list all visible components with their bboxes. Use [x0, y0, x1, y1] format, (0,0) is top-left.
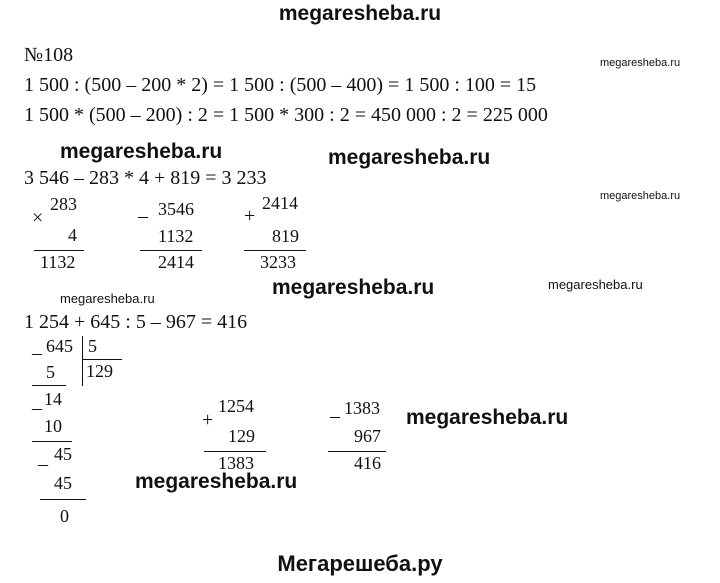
division-step: 45 — [54, 473, 72, 493]
result-bar — [328, 451, 386, 452]
plus-sign: + — [202, 409, 214, 431]
plus-sign: + — [244, 205, 256, 227]
division-step: 10 — [44, 416, 62, 436]
result-bar — [204, 451, 266, 452]
result: 416 — [354, 453, 381, 473]
operand-a: 283 — [50, 194, 77, 214]
operand-b: 967 — [354, 426, 381, 446]
operand-a: 2414 — [262, 193, 298, 213]
operand-b: 4 — [68, 225, 77, 245]
equation-line-1: 1 500 : (500 – 200 * 2) = 1 500 : (500 – 400) = 1 500 : 100 = 15 — [24, 74, 537, 96]
watermark: megaresheba.ru — [406, 406, 569, 429]
step-bar — [32, 385, 66, 386]
watermark: megaresheba.ru — [60, 291, 155, 306]
problem-number: №108 — [24, 44, 74, 66]
watermark: megaresheba.ru — [272, 276, 435, 299]
watermark: megaresheba.ru — [60, 140, 223, 163]
equation-line-2: 1 500 * (500 – 200) : 2 = 1 500 * 300 : 2 = 450 000 : 2 = 225 000 — [24, 104, 548, 126]
dividend: 645 — [46, 336, 73, 356]
equation-line-3: 3 546 – 283 * 4 + 819 = 3 233 — [24, 167, 267, 189]
watermark: megaresheba.ru — [328, 146, 491, 169]
division-step: 14 — [44, 389, 62, 409]
operand-a: 1383 — [344, 398, 380, 418]
division-step: 5 — [46, 362, 55, 382]
minus-sign: – — [138, 205, 148, 227]
result-bar — [140, 250, 202, 251]
step-bar — [32, 441, 72, 442]
watermark: megaresheba.ru — [135, 470, 298, 493]
minus-sign: – — [32, 397, 42, 419]
division-horizontal-bar — [82, 359, 122, 360]
result: 1383 — [218, 453, 254, 473]
site-footer[interactable]: Мегарешеба.ру — [277, 551, 443, 576]
minus-sign: – — [330, 405, 340, 427]
operand-b: 819 — [272, 226, 299, 246]
division-step: 0 — [60, 506, 69, 526]
step-bar — [40, 499, 86, 500]
minus-sign: – — [32, 342, 42, 364]
result: 1132 — [40, 252, 76, 272]
watermark: megaresheba.ru — [548, 277, 643, 292]
multiply-sign: × — [32, 207, 44, 229]
division-vertical-bar — [82, 336, 83, 386]
quotient: 129 — [86, 361, 113, 381]
result: 3233 — [260, 252, 296, 272]
equation-line-4: 1 254 + 645 : 5 – 967 = 416 — [24, 311, 248, 333]
site-header[interactable]: megaresheba.ru — [278, 2, 442, 25]
operand-a: 3546 — [158, 199, 194, 219]
operand-b: 1132 — [158, 226, 194, 246]
result: 2414 — [158, 252, 194, 272]
result-bar — [34, 250, 84, 251]
minus-sign: – — [38, 453, 48, 475]
division-step: 45 — [54, 444, 72, 464]
watermark: megaresheba.ru — [600, 190, 681, 202]
result-bar — [244, 250, 306, 251]
divisor: 5 — [88, 336, 97, 356]
watermark: megaresheba.ru — [600, 57, 681, 69]
operand-a: 1254 — [218, 396, 254, 416]
operand-b: 129 — [228, 426, 255, 446]
